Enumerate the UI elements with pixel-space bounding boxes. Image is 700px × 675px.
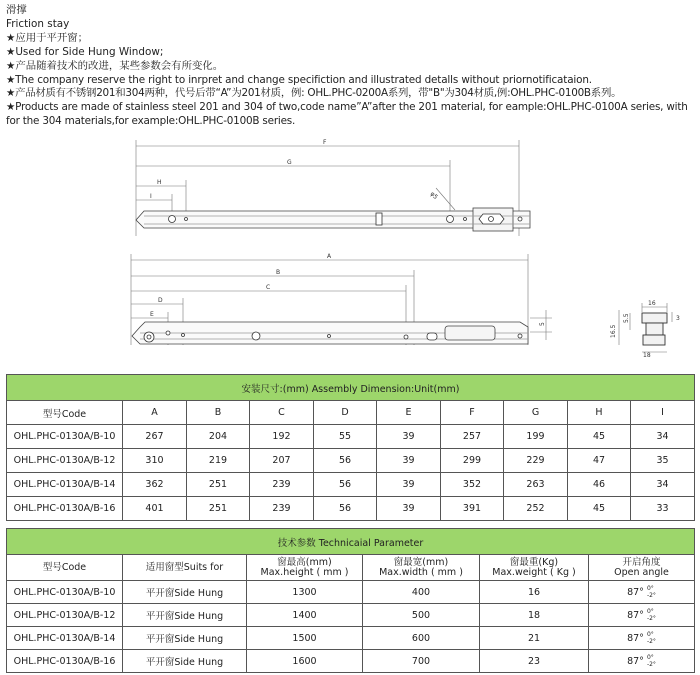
width-cell: 500 <box>363 604 480 627</box>
dimension-cell: 46 <box>568 473 631 497</box>
dimension-cell: 310 <box>123 449 187 473</box>
table-row <box>7 473 695 497</box>
dimension-cell: 35 <box>631 449 695 473</box>
dimension-cell: 39 <box>377 425 441 449</box>
dimension-cell: 267 <box>123 425 187 449</box>
sec-16-label: 16 <box>648 300 656 307</box>
dimension-cell: 56 <box>314 449 377 473</box>
code-cell: OHL.PHC-0130A/B-10 <box>7 581 123 604</box>
dimension-cell: 34 <box>631 425 695 449</box>
dimension-cell: 252 <box>504 497 568 521</box>
col-width-cn: 窗最宽(mm) <box>393 556 449 568</box>
sec-16.5-label: 16.5 <box>610 324 617 338</box>
dim-phi-label: φ5 <box>428 190 440 201</box>
angle-tol-upper: 0° <box>646 585 654 592</box>
title-cn: 滑撑 <box>6 4 27 16</box>
weight-cell: 23 <box>480 650 589 673</box>
dimension-cell: 45 <box>568 425 631 449</box>
dim-i-label: I <box>150 193 152 200</box>
table-row <box>7 650 695 673</box>
weight-cell: 21 <box>480 627 589 650</box>
dimension-cell: 192 <box>250 425 314 449</box>
angle-value: 87° <box>627 586 644 598</box>
assembly-dimension-table <box>6 374 695 521</box>
angle-cell <box>589 581 695 604</box>
technical-parameter-table <box>6 528 695 673</box>
dimension-cell: 39 <box>377 449 441 473</box>
angle-cell <box>589 650 695 673</box>
col-header: I <box>631 401 695 425</box>
dimension-cell: 239 <box>250 473 314 497</box>
note-line-5: ★产品材质有不锈钢201和304两种，代号后带“A”为201材质，例: OHL.PHC-0200A系列，带"B"为304材质,例:OHL.PHC-0100B系列。 <box>6 87 622 100</box>
dimension-cell: 251 <box>187 473 250 497</box>
height-cell: 1600 <box>247 650 363 673</box>
dimension-cell: 401 <box>123 497 187 521</box>
col-header: H <box>568 401 631 425</box>
dimension-cell: 56 <box>314 473 377 497</box>
col-header: D <box>314 401 377 425</box>
dimension-cell: 33 <box>631 497 695 521</box>
height-cell: 1300 <box>247 581 363 604</box>
table-row <box>7 581 695 604</box>
code-cell: OHL.PHC-0130A/B-12 <box>7 604 123 627</box>
angle-cell <box>589 627 695 650</box>
suits-cell: 平开窗Side Hung <box>123 604 247 627</box>
model-code-cell: OHL.PHC-0130A/B-10 <box>7 425 123 449</box>
note-line-4: ★The company reserve the right to inrpret and change specifiction and illustrated detalls without priornotificataion. <box>6 73 592 86</box>
angle-value: 87° <box>627 609 644 621</box>
dimension-cell: 352 <box>441 473 504 497</box>
note-line-6: ★Products are made of stainless steel 201 and 304 of two,code name”A”after the 201 material, for eample:OHL.PHC-0100A series, with for the 304 materials,for example:OHL.PHC-0100B series. <box>6 101 688 128</box>
dimension-cell: 229 <box>504 449 568 473</box>
angle-tol-upper: 0° <box>646 654 654 661</box>
dimension-cell: 56 <box>314 497 377 521</box>
col-header: C <box>250 401 314 425</box>
dimension-cell: 207 <box>250 449 314 473</box>
dim-b-label: B <box>276 269 281 276</box>
angle-tol-lower: -2° <box>646 592 656 599</box>
angle-value: 87° <box>627 632 644 644</box>
suits-cell: 平开窗Side Hung <box>123 581 247 604</box>
angle-tol-lower: -2° <box>646 661 656 668</box>
col-header: 型号Code <box>7 401 123 425</box>
table-row <box>7 627 695 650</box>
weight-cell: 16 <box>480 581 589 604</box>
col-width <box>363 555 480 581</box>
dimension-cell: 204 <box>187 425 250 449</box>
dim-f-label: F <box>323 139 327 146</box>
dim-e-label: E <box>150 311 154 318</box>
note-line-3: ★产品随着技术的改进，某些参数会有所变化。 <box>6 59 224 72</box>
col-header: B <box>187 401 250 425</box>
col-header: E <box>377 401 441 425</box>
dimension-cell: 39 <box>377 497 441 521</box>
angle-tol-lower: -2° <box>646 638 656 645</box>
model-code-cell: OHL.PHC-0130A/B-12 <box>7 449 123 473</box>
dimension-cell: 199 <box>504 425 568 449</box>
col-angle-en: Open angle <box>614 566 669 578</box>
sec-18-label: 18 <box>643 352 651 359</box>
title-en: Friction stay <box>6 17 70 30</box>
dimension-cell: 39 <box>377 473 441 497</box>
col-weight <box>480 555 589 581</box>
col-weight-en: Max.weight ( Kg ) <box>492 566 576 578</box>
model-code-cell: OHL.PHC-0130A/B-16 <box>7 497 123 521</box>
angle-value: 87° <box>627 655 644 667</box>
dimension-cell: 263 <box>504 473 568 497</box>
col-height <box>247 555 363 581</box>
table-row <box>7 425 695 449</box>
col-header: G <box>504 401 568 425</box>
width-cell: 600 <box>363 627 480 650</box>
dimension-cell: 362 <box>123 473 187 497</box>
col-angle-cn: 开启角度 <box>622 556 661 568</box>
table-row <box>7 449 695 473</box>
dimension-cell: 34 <box>631 473 695 497</box>
suits-cell: 平开窗Side Hung <box>123 650 247 673</box>
note-line-1: ★应用于平开窗； <box>6 31 89 44</box>
dimension-cell: 45 <box>568 497 631 521</box>
note-line-2: ★Used for Side Hung Window; <box>6 45 164 58</box>
col-weight-cn: 窗最重(Kg) <box>509 556 559 568</box>
col-header: A <box>123 401 187 425</box>
assembly-table-header: 安装尺寸:(mm) Assembly Dimension:Unit(mm) <box>7 375 695 401</box>
dim-a-label: A <box>327 253 332 260</box>
width-cell: 400 <box>363 581 480 604</box>
code-cell: OHL.PHC-0130A/B-16 <box>7 650 123 673</box>
sec-3-label: 3 <box>676 315 680 322</box>
angle-cell <box>589 604 695 627</box>
model-code-cell: OHL.PHC-0130A/B-14 <box>7 473 123 497</box>
table-row <box>7 604 695 627</box>
table-row <box>7 497 695 521</box>
sec-5.5-label: 5.5 <box>623 313 630 323</box>
technical-table-header: 技术参数 Technicaial Parameter <box>7 529 695 555</box>
dimension-cell: 391 <box>441 497 504 521</box>
dimension-cell: 239 <box>250 497 314 521</box>
dim-h-label: H <box>157 179 162 186</box>
dimension-cell: 55 <box>314 425 377 449</box>
col-header: F <box>441 401 504 425</box>
dimension-cell: 251 <box>187 497 250 521</box>
col-angle <box>589 555 695 581</box>
angle-tol-lower: -2° <box>646 615 656 622</box>
dimension-cell: 219 <box>187 449 250 473</box>
col-suits: 适用窗型Suits for <box>123 555 247 581</box>
height-cell: 1500 <box>247 627 363 650</box>
weight-cell: 18 <box>480 604 589 627</box>
dimension-cell: 257 <box>441 425 504 449</box>
suits-cell: 平开窗Side Hung <box>123 627 247 650</box>
dim-5-label: 5 <box>539 322 546 326</box>
dim-g-label: G <box>287 159 292 166</box>
dim-d-label: D <box>158 297 163 304</box>
angle-tol-upper: 0° <box>646 631 654 638</box>
width-cell: 700 <box>363 650 480 673</box>
dimension-cell: 47 <box>568 449 631 473</box>
angle-tol-upper: 0° <box>646 608 654 615</box>
dim-c-label: C <box>266 284 271 291</box>
col-height-en: Max.height ( mm ) <box>260 566 349 578</box>
col-height-cn: 窗最高(mm) <box>277 556 332 568</box>
code-cell: OHL.PHC-0130A/B-14 <box>7 627 123 650</box>
col-width-en: Max.width ( mm ) <box>379 566 463 578</box>
col-code: 型号Code <box>7 555 123 581</box>
height-cell: 1400 <box>247 604 363 627</box>
dimension-cell: 299 <box>441 449 504 473</box>
